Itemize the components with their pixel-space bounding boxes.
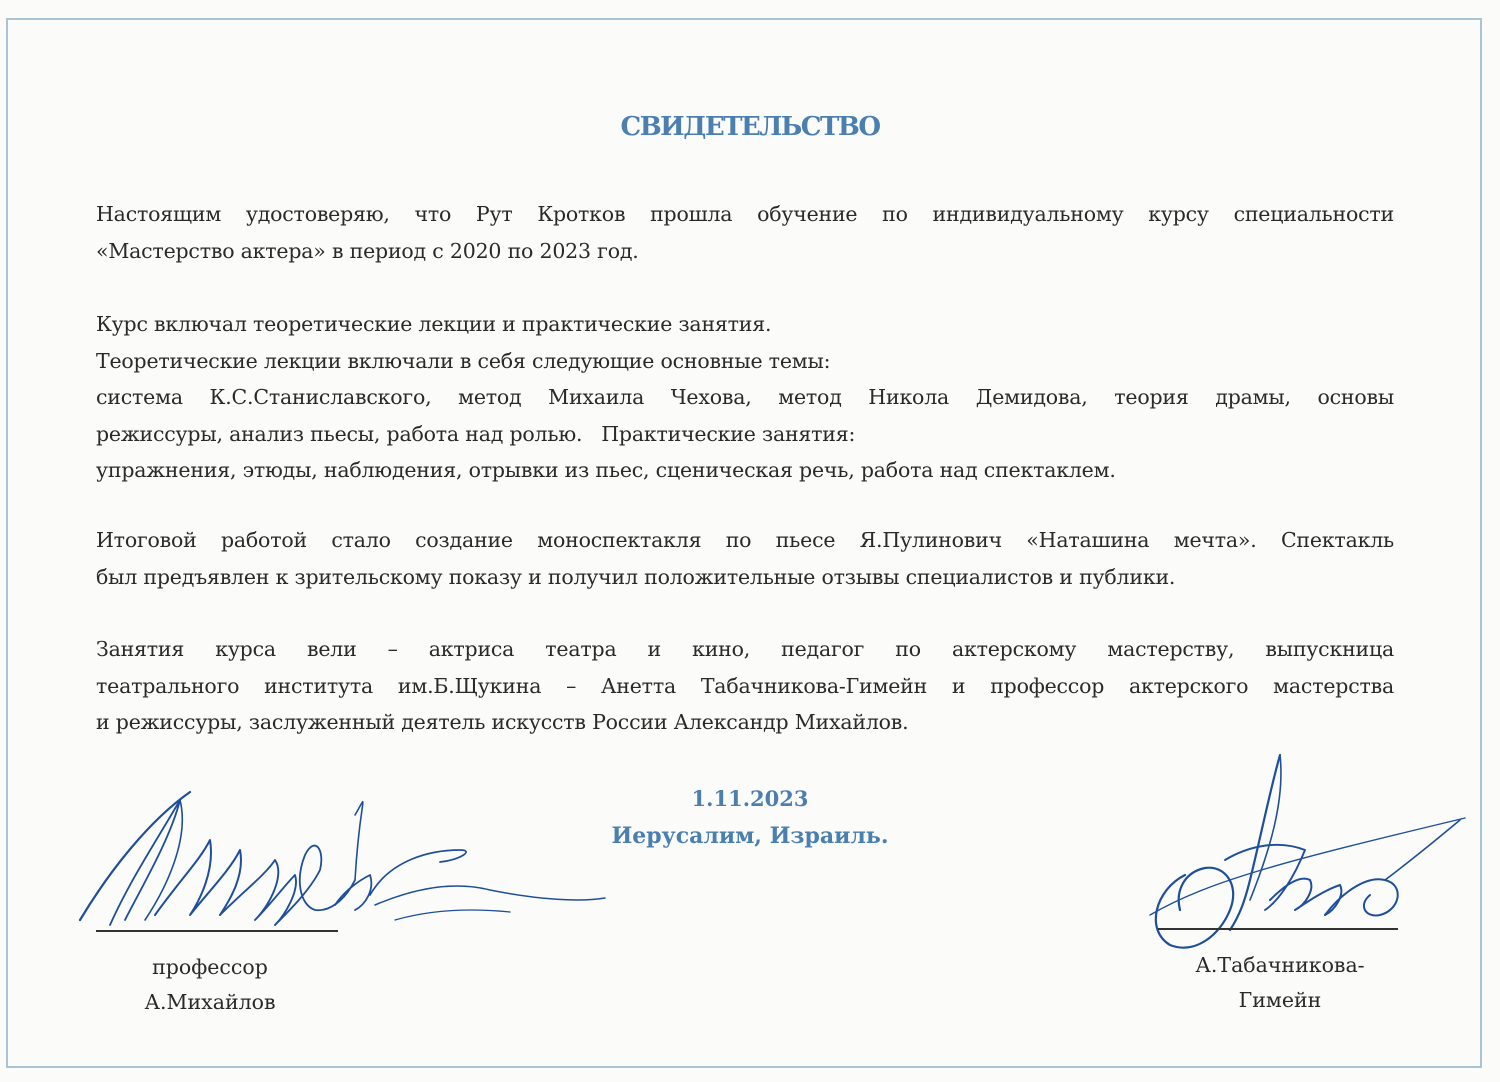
paragraph-line: Курс включал теоретические лекции и практические занятия. [96, 312, 772, 336]
signer-right-name-line2: Гимейн [1238, 988, 1322, 1012]
paragraph-line: Настоящим удостоверяю, что Рут Кротков прошла обучение по индивидуальному курсу специальности [96, 202, 1394, 226]
signer-left-role: профессор [152, 955, 268, 979]
paragraph-line: и режиссуры, заслуженный деятель искусств России Александр Михайлов. [96, 710, 909, 734]
paragraph-line: Теоретические лекции включали в себя следующие основные темы: [96, 348, 831, 373]
signature-line-right [1158, 928, 1398, 930]
signer-right-name-line1: А.Табачникова- [1195, 953, 1365, 977]
signer-right [1160, 948, 1400, 1018]
paragraph-line: Итоговой работой стало создание моноспектакля по пьесе Я.Пулинович «Наташина мечта». Спектакль [96, 528, 1394, 552]
paragraph-instructors [96, 631, 1394, 741]
paragraph-line: Занятия курса вели – актриса театра и кино, педагог по актерскому мастерству, выпускница [96, 637, 1394, 661]
paragraph-line: был предъявлен к зрительскому показу и получил положительные отзывы специалистов и публики. [96, 564, 1176, 589]
issue-place: Иерусалим, Израиль. [611, 823, 889, 849]
signature-left-image [70, 780, 620, 950]
signer-left [110, 950, 310, 1020]
paragraph-line: режиссуры, анализ пьесы, работа над ролью. Практические занятия: [96, 421, 856, 446]
signature-line-left [96, 930, 338, 932]
signature-right-image [1130, 750, 1470, 970]
paragraph-course-content [96, 306, 1394, 489]
issue-date: 1.11.2023 [691, 786, 809, 811]
paragraph-completion [96, 196, 1394, 269]
paragraph-line: «Мастерство актера» в период с 2020 по 2023 год. [96, 238, 639, 263]
certificate-title: СВИДЕТЕЛЬСТВО [620, 112, 880, 142]
paragraph-final-work [96, 522, 1394, 595]
signer-left-name: А.Михайлов [144, 990, 276, 1014]
paragraph-line: упражнения, этюды, наблюдения, отрывки из пьес, сценическая речь, работа над спектаклем. [96, 458, 1116, 482]
paragraph-line: система К.С.Станиславского, метод Михаила Чехова, метод Никола Демидова, теория драмы, основы [96, 385, 1394, 409]
paragraph-line: театрального института им.Б.Щукина – Анетта Табачникова-Гимейн и профессор актерского мастерства [96, 673, 1394, 698]
